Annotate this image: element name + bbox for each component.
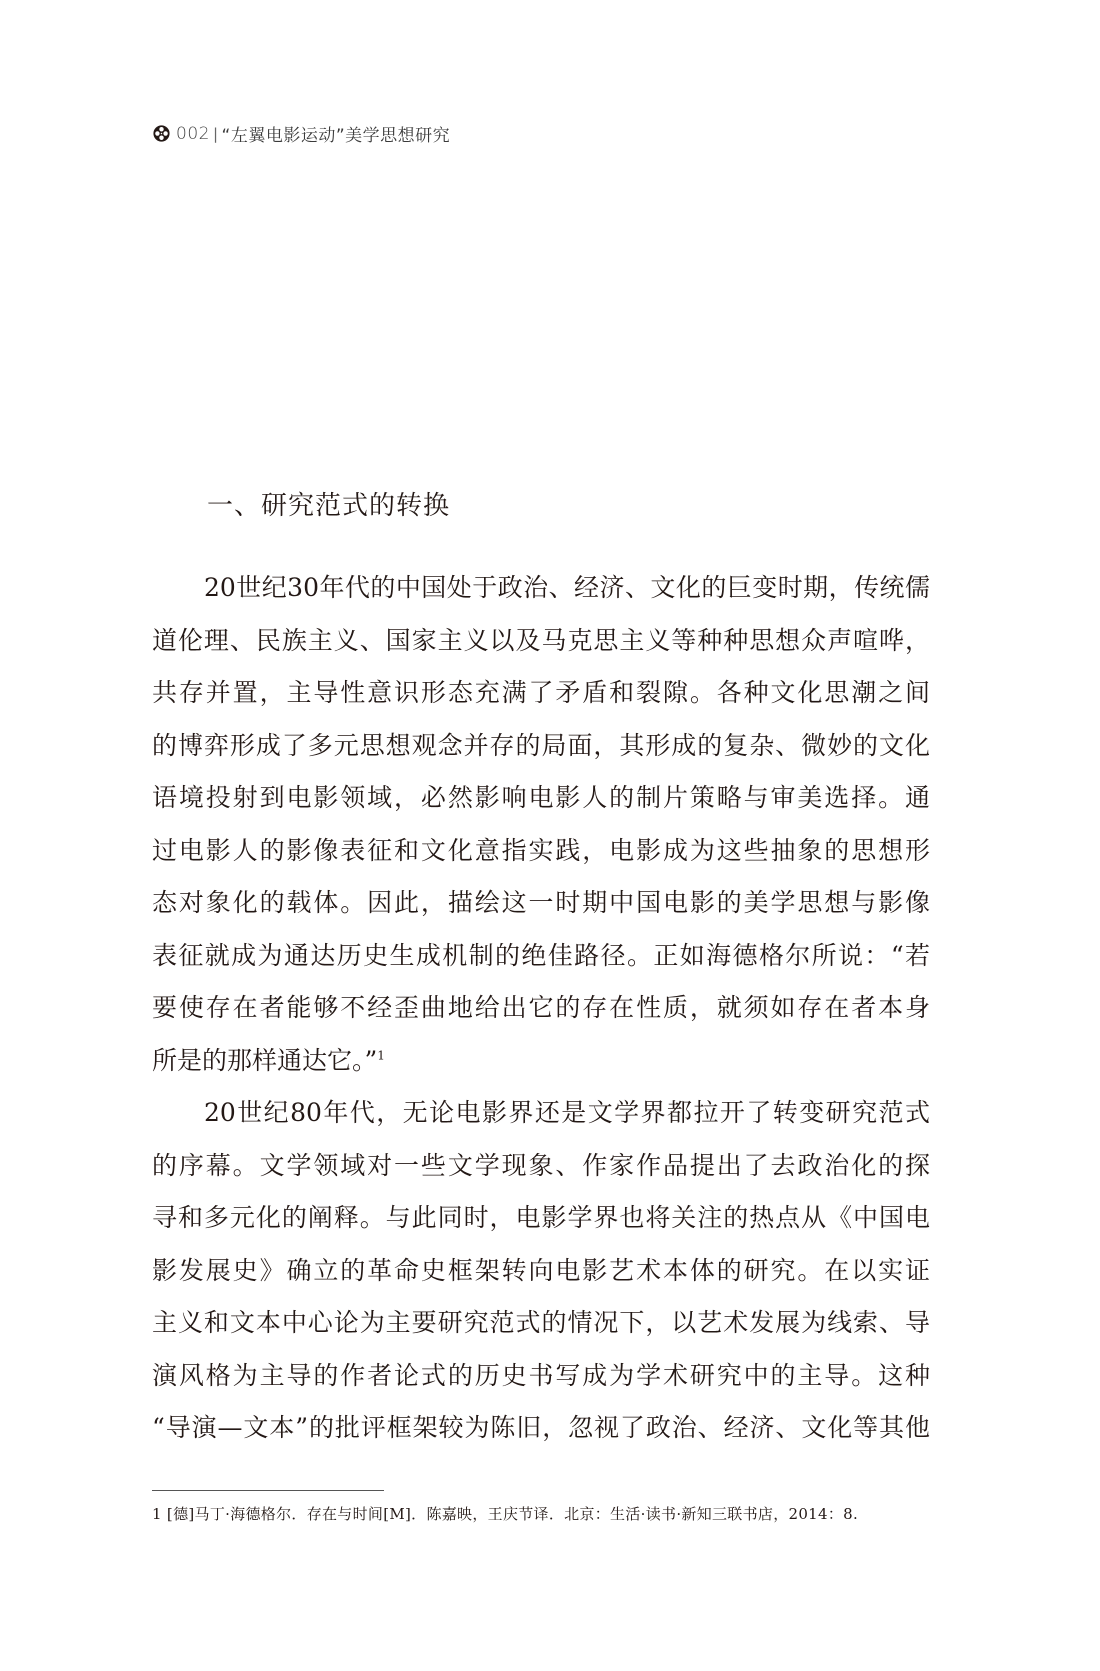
text-line-content: 所是的那样通达它。” <box>152 1045 378 1075</box>
footnote-text: [德]马丁·海德格尔．存在与时间[M]．陈嘉映，王庆节译．北京：生活·读书·新知三联书店，2014：8. <box>166 1505 859 1523</box>
text-line: 过电影人的影像表征和文化意指实践，电影成为这些抽象的思想形 <box>152 835 930 865</box>
footnote <box>152 1503 858 1524</box>
body-text <box>152 562 930 1455</box>
text-line: 要使存在者能够不经歪曲地给出它的存在性质，就须如存在者本身 <box>152 993 930 1022</box>
text-line: 表征就成为通达历史生成机制的绝佳路径。正如海德格尔所说：“若 <box>152 940 930 970</box>
film-reel-icon <box>153 125 170 142</box>
text-line: 演风格为主导的作者论式的历史书写成为学术研究中的主导。这种 <box>152 1360 930 1390</box>
paragraph <box>152 562 930 1087</box>
text-line: 态对象化的载体。因此，描绘这一时期中国电影的美学思想与影像 <box>152 888 930 917</box>
book-title: “左翼电影运动”美学思想研究 <box>221 126 451 146</box>
header-separator: | <box>212 124 219 143</box>
section-heading: 一、研究范式的转换 <box>207 491 451 521</box>
text-line <box>152 1035 930 1088</box>
footnote-divider <box>152 1490 384 1491</box>
text-line: 寻和多元化的阐释。与此同时，电影学界也将关注的热点从《中国电 <box>152 1203 930 1232</box>
text-line: 语境投射到电影领域，必然影响电影人的制片策略与审美选择。通 <box>152 783 930 812</box>
page-number: 002 <box>176 123 210 144</box>
footnote-reference[interactable]: 1 <box>377 1048 385 1063</box>
text-line: 20世纪80年代，无论电影界还是文学界都拉开了转变研究范式 <box>204 1098 930 1127</box>
text-line: 影发展史》确立的革命史框架转向电影艺术本体的研究。在以实证 <box>152 1255 930 1285</box>
running-header <box>153 121 450 146</box>
footnote-number: 1 <box>152 1505 162 1523</box>
text-line: 共存并置，主导性意识形态充满了矛盾和裂隙。各种文化思潮之间 <box>152 678 930 707</box>
text-line: 主义和文本中心论为主要研究范式的情况下，以艺术发展为线索、导 <box>152 1308 930 1337</box>
text-line: 的博弈形成了多元思想观念并存的局面，其形成的复杂、微妙的文化 <box>152 730 930 760</box>
text-line: “导演—文本”的批评框架较为陈旧，忽视了政治、经济、文化等其他 <box>152 1413 930 1442</box>
text-line: 20世纪30年代的中国处于政治、经济、文化的巨变时期，传统儒 <box>204 573 930 602</box>
text-line: 道伦理、民族主义、国家主义以及马克思主义等种种思想众声喧哗， <box>152 625 930 655</box>
paragraph <box>152 1087 930 1455</box>
text-line: 的序幕。文学领域对一些文学现象、作家作品提出了去政治化的探 <box>152 1150 930 1180</box>
